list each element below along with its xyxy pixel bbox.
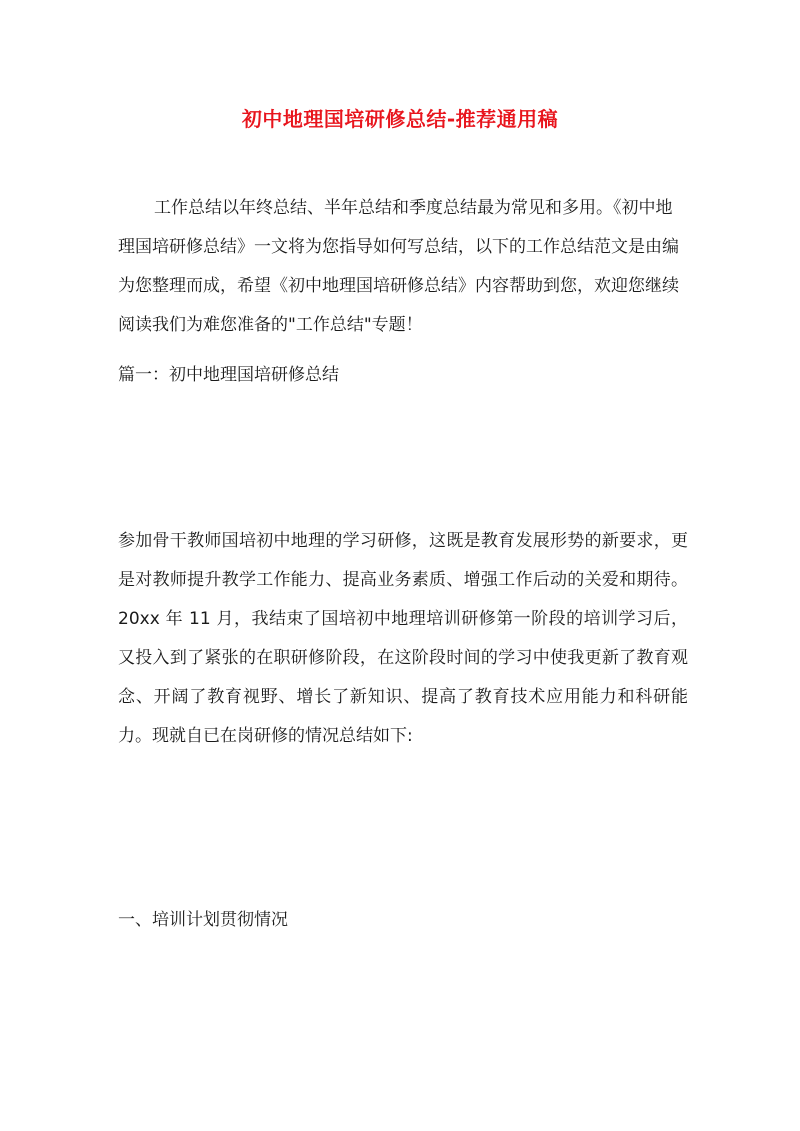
- body-paragraph: 参加骨干教师国培初中地理的学习研修，这既是教育发展形势的新要求，更是对教师提升教学工作能力、提高业务素质、增强工作后动的关爱和期待。20xx 年 11 月，我结束了国培初中地理培训研修第一阶段的培训学习后，又投入到了紧张的在职研修阶段，在这阶段时间的学习中使我更新了教育观念、开阔了教育视野、增长了新知识、提高了教育技术应用能力和科研能力。现就自已在岗研修的情况总结如下:: [118, 531, 688, 746]
- section-heading: 篇一：初中地理国培研修总结: [118, 365, 339, 385]
- document-title: 初中地理国培研修总结-推荐通用稿: [241, 107, 559, 131]
- subsection-heading: 一、培训计划贯彻情况: [118, 910, 288, 930]
- intro-paragraph: 工作总结以年终总结、半年总结和季度总结最为常见和多用。《初中地理国培研修总结》一文将为您指导如何写总结，以下的工作总结范文是由编为您整理而成，希望《初中地理国培研修总结》内容帮助到您，欢迎您继续阅读我们为难您准备的"工作总结"专题！: [118, 198, 679, 335]
